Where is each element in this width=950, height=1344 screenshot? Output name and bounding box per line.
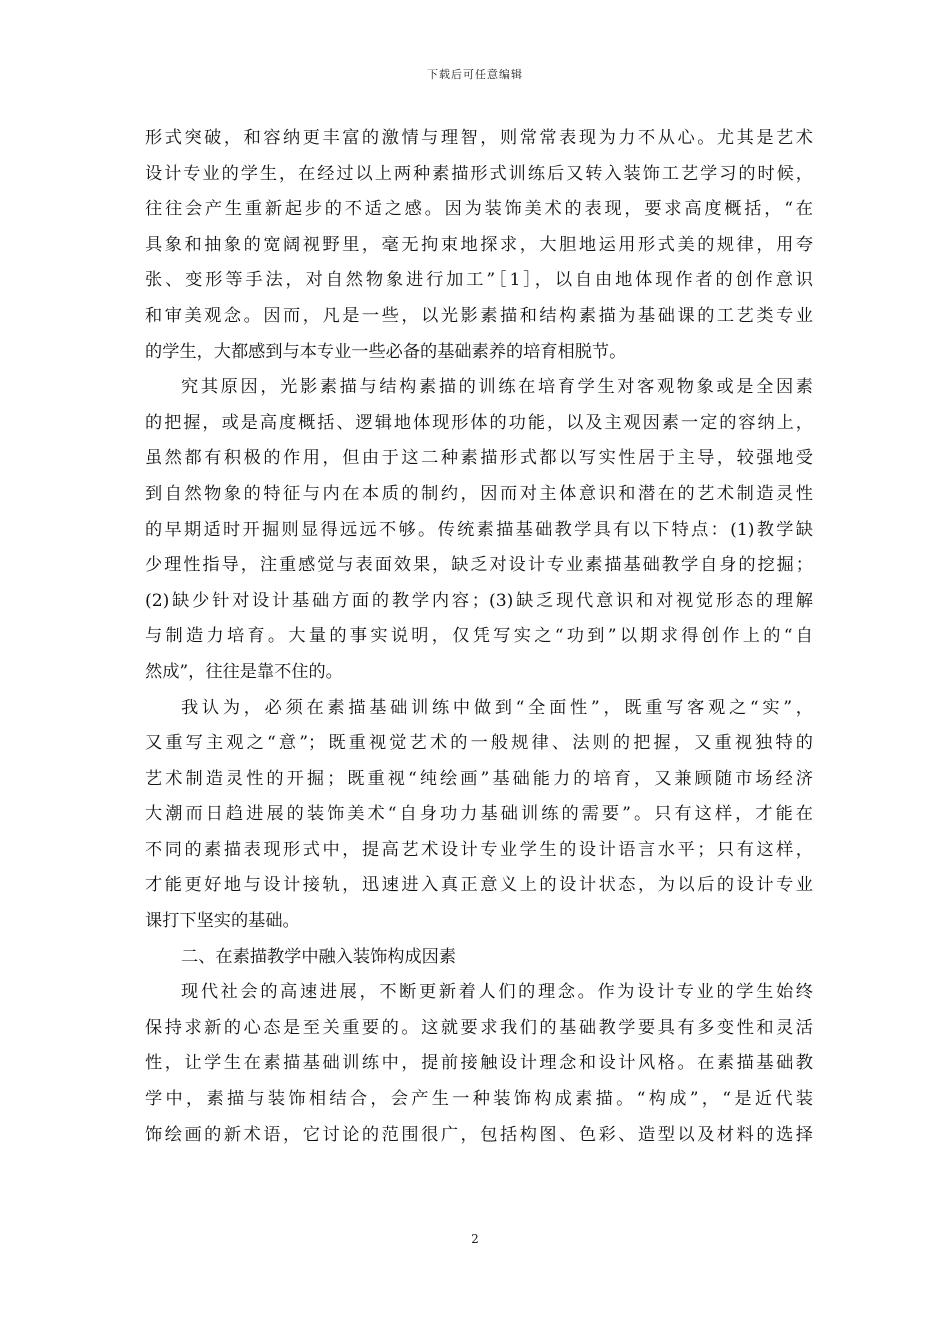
- body-line: 的学生，大都感到与本专业一些必备的基础素养的培育相脱节。: [145, 341, 627, 362]
- body-line: 的把握，或是高度概括、逻辑地体现形体的功能，以及主观因素一定的容纳上，: [145, 412, 813, 433]
- body-line: 的早期适时开掘则显得远远不够。传统素描基础教学具有以下特点：(1)教学缺: [145, 519, 813, 540]
- body-line: 张、变形等手法，对自然物象进行加工”［1］，以自由地体现作者的创作意识: [145, 270, 813, 291]
- body-line: 究其原因，光影素描与结构素描的训练在培育学生对客观物象或是全因素: [181, 377, 813, 398]
- body-line: 然成”，往往是靠不住的。: [145, 661, 343, 682]
- body-line: 才能更好地与设计接轨，迅速进入真正意义上的设计状态，为以后的设计专业: [145, 875, 813, 896]
- body-line: 虽然都有积极的作用，但由于这二种素描形式都以写实性居于主导，较强地受: [145, 448, 813, 469]
- body-line: 少理性指导，注重感觉与表面效果，缺乏对设计专业素描基础教学自身的挖掘；: [145, 555, 813, 576]
- body-line: 性，让学生在素描基础训练中，提前接触设计理念和设计风格。在素描基础教: [145, 1053, 813, 1074]
- body-line: 设计专业的学生，在经过以上两种素描形式训练后又转入装饰工艺学习的时候，: [145, 163, 813, 184]
- body-line: 与制造力培育。大量的事实说明，仅凭写实之“功到”以期求得创作上的“自: [145, 626, 813, 647]
- body-line: 形式突破，和容纳更丰富的激情与理智，则常常表现为力不从心。尤其是艺术: [145, 128, 813, 148]
- body-line: 往往会产生重新起步的不适之感。因为装饰美术的表现，要求高度概括，“在: [145, 199, 813, 220]
- body-line: 现代社会的高速进展，不断更新着人们的理念。作为设计专业的学生始终: [181, 982, 813, 1003]
- section-heading: 二、在素描教学中融入装饰构成因素: [181, 946, 457, 967]
- body-line: 我认为，必须在素描基础训练中做到“全面性”，既重写客观之“实”，: [181, 697, 813, 718]
- body-line: 大潮而日趋进展的装饰美术“自身功力基础训练的需要”。只有这样，才能在: [145, 804, 813, 825]
- body-line: 具象和抽象的宽阔视野里，毫无拘束地探求，大胆地运用形式美的规律，用夸: [145, 234, 813, 255]
- page-header: 下载后可任意编辑: [427, 68, 523, 81]
- body-line: 课打下坚实的基础。: [145, 911, 300, 932]
- body-line: 学中，素描与装饰相结合，会产生一种装饰构成素描。“构成”，“是近代装: [145, 1089, 813, 1110]
- body-line: 到自然物象的特征与内在本质的制约，因而对主体意识和潜在的艺术制造灵性: [145, 483, 813, 504]
- body-line: (2)缺少针对设计基础方面的教学内容；(3)缺乏现代意识和对视觉形态的理解: [145, 590, 813, 611]
- body-line: 艺术制造灵性的开掘；既重视“纯绘画”基础能力的培育，又兼顾随市场经济: [145, 768, 813, 789]
- body-line: 又重写主观之“意”；既重视觉艺术的一般规律、法则的把握，又重视独特的: [145, 733, 813, 754]
- body-line: 保持求新的心态是至关重要的。这就要求我们的基础教学要具有多变性和灵活: [145, 1017, 813, 1038]
- page-number: 2: [471, 1232, 479, 1246]
- document-body: [145, 121, 813, 1153]
- body-line: 饰绘画的新术语，它讨论的范围很广，包括构图、色彩、造型以及材料的选择: [145, 1124, 813, 1145]
- body-line: 和审美观念。因而，凡是一些，以光影素描和结构素描为基础课的工艺类专业: [145, 305, 813, 326]
- body-line: 不同的素描表现形式中，提高艺术设计专业学生的设计语言水平；只有这样，: [145, 839, 813, 860]
